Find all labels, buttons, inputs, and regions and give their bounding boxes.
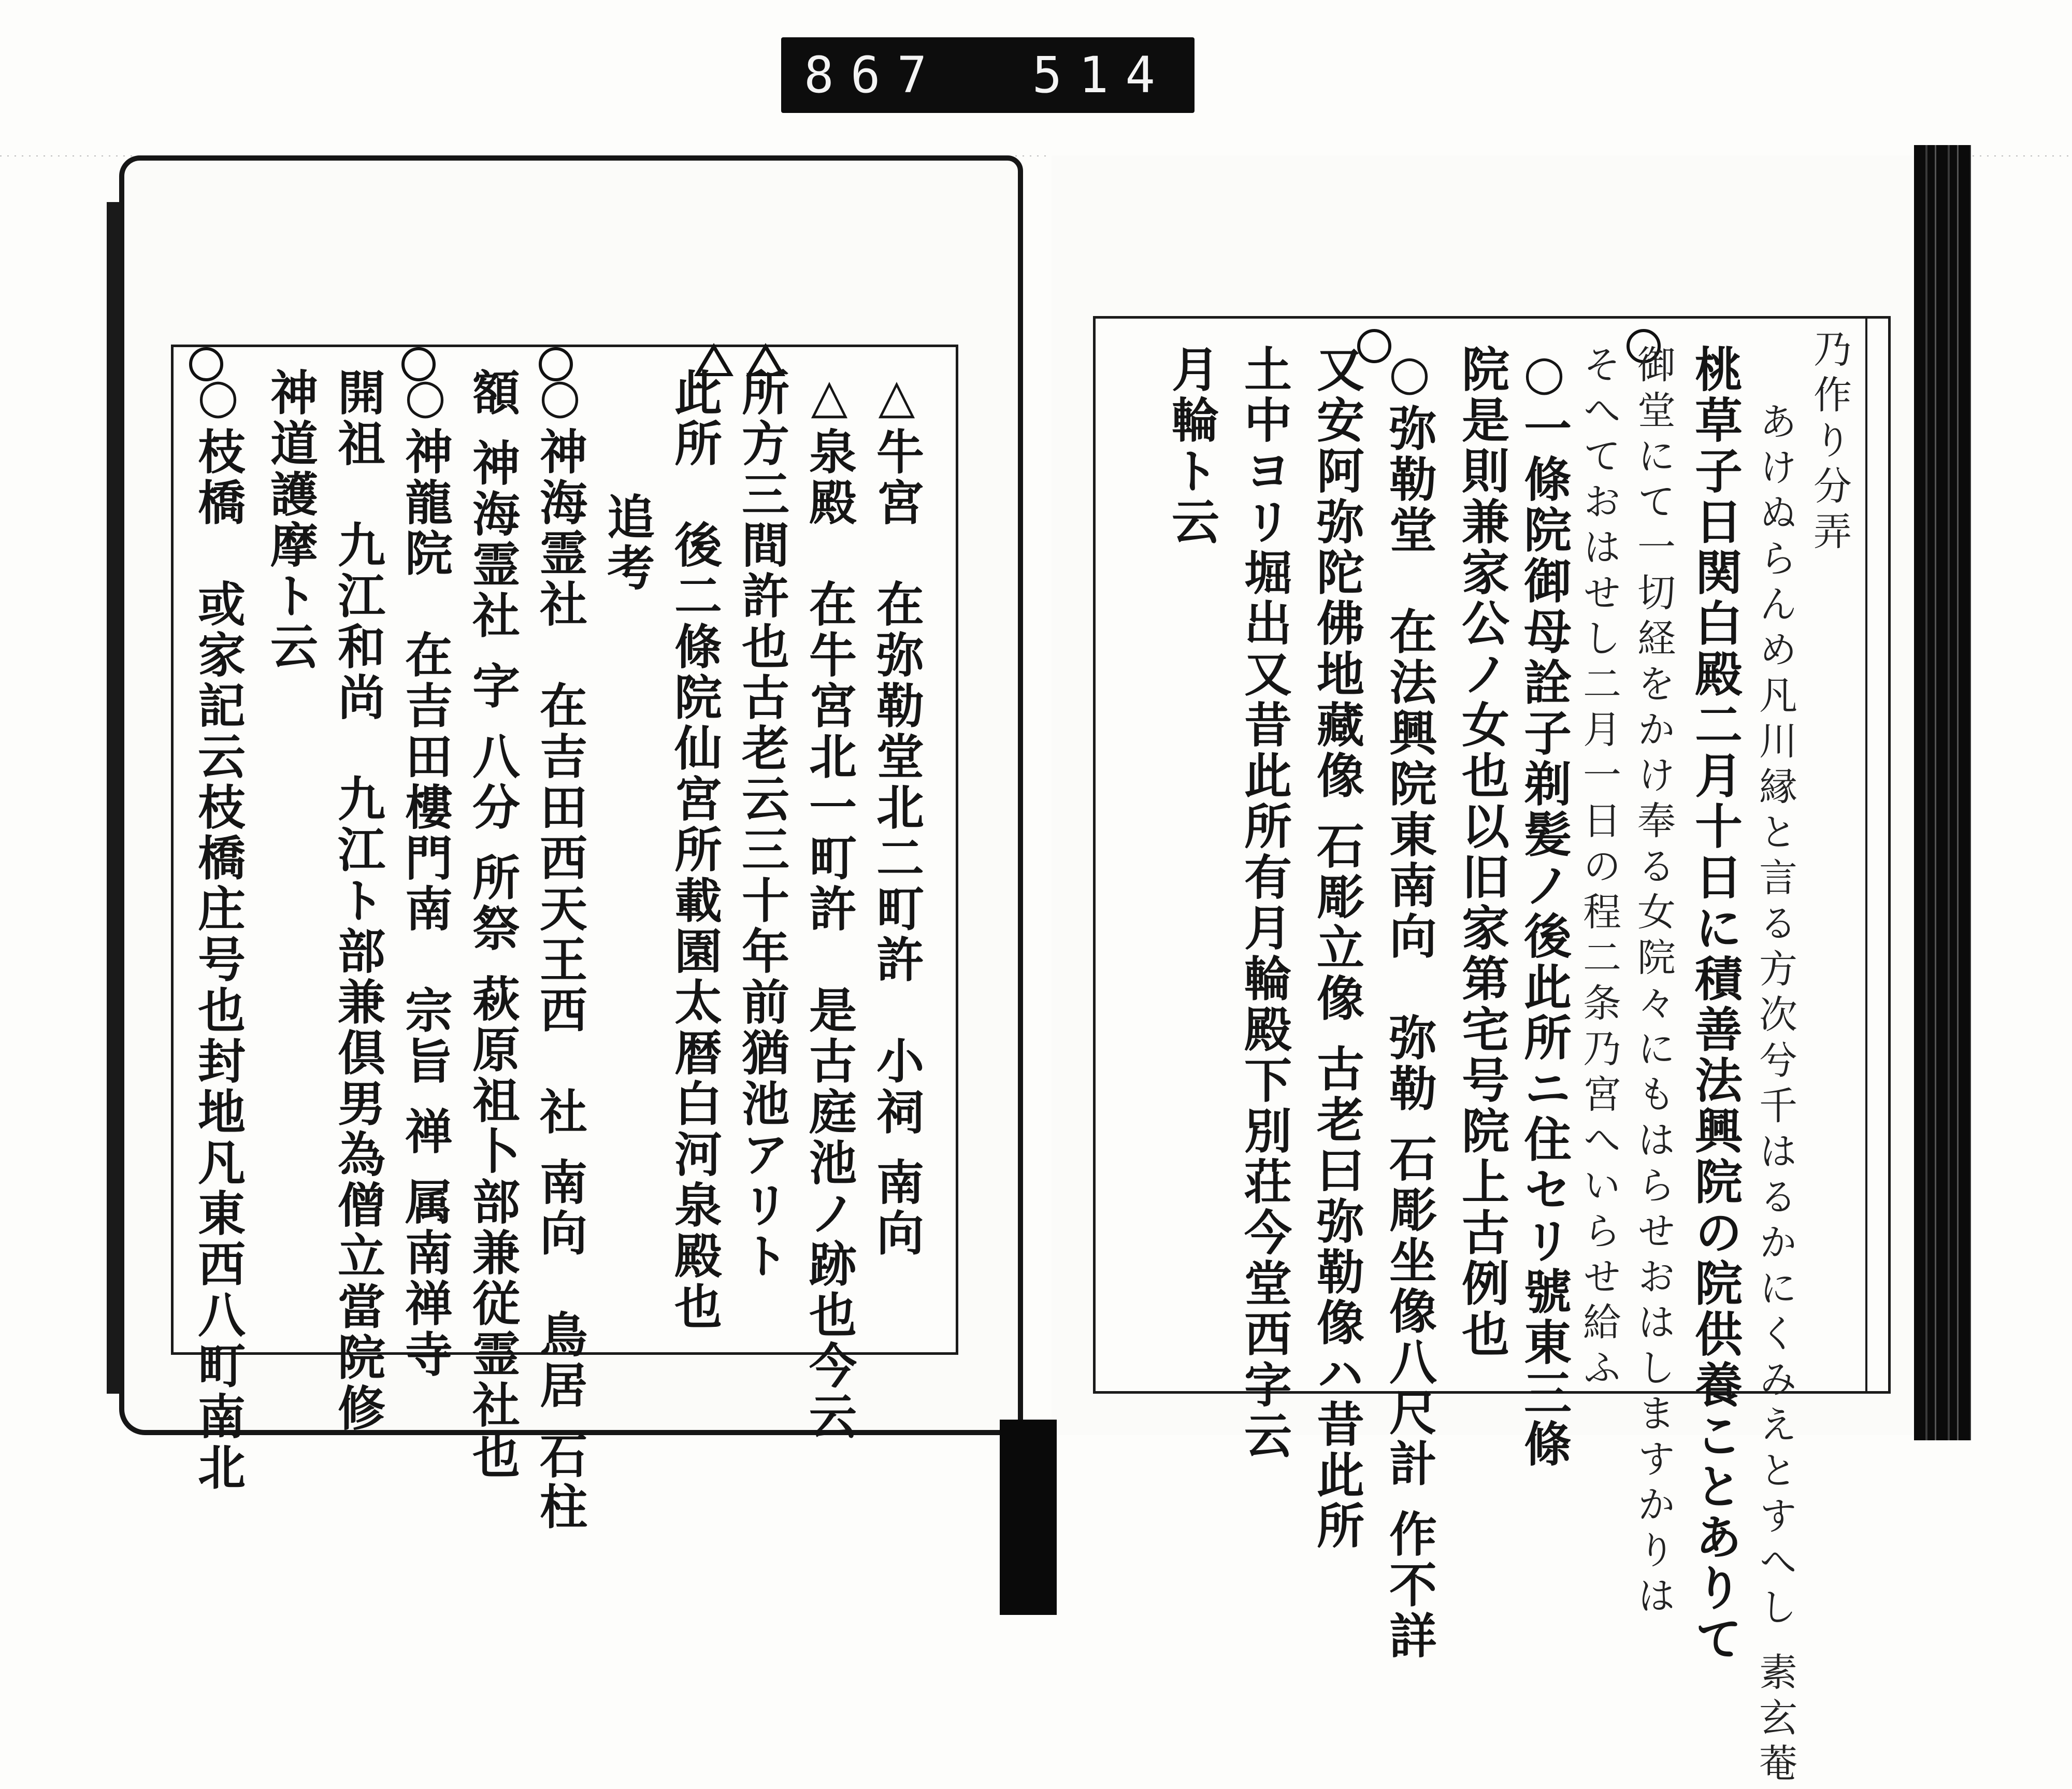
page-edges — [1914, 145, 1971, 1440]
right-page-text-frame — [1093, 316, 1891, 1789]
text-column: 此所 後二條院仙宮所載園太暦白河泉殿也 — [667, 368, 723, 1333]
text-column: 所方三間許也古老云三十年前猶池アリト — [734, 368, 790, 1282]
text-column: 桃草子日関白殿二月十日に積善法興院の院供養ことありて — [1687, 345, 1743, 1665]
text-column: △牛宮 在弥勒堂北二町許 小祠 南向 — [869, 368, 925, 1260]
archive-label-right-number: 514 — [1032, 46, 1172, 104]
text-column: ○枝橋 或家記云枝橋庄号也封地凡東西八町南北 — [190, 368, 246, 1493]
left-page — [119, 155, 1023, 1533]
text-column: ○神龍院 在吉田樓門南 宗旨 禅 属南禅寺 — [397, 368, 453, 1381]
text-column: あけぬらんめ凡川縁と言る方次兮千はるかにくみえとすへし 素玄菴 — [1753, 402, 1797, 1789]
text-column: ○神海霊社 在吉田西天王西 社 南向 鳥居 石柱 — [532, 368, 588, 1533]
text-column: 開祖 九江和尚 九江ト部兼倶男為僧立當院修 — [330, 368, 386, 1434]
text-column: 神道護摩ト云 — [263, 368, 319, 672]
binding-spine — [1000, 1420, 1057, 1615]
archive-label — [781, 37, 1195, 113]
right-page — [1052, 155, 1955, 1789]
text-column: 乃作り分弄 — [1807, 329, 1852, 557]
text-column: 又安阿弥陀佛地藏像 石彫立像 古老曰弥勒像ハ昔此所 — [1309, 345, 1365, 1552]
text-column: 院是則兼家公ノ女也以旧家第宅号院上古例也 — [1454, 345, 1510, 1360]
left-page-text-frame — [171, 345, 958, 1533]
text-column: △泉殿 在牛宮北一町許 是古庭池ノ跡也今云 — [801, 368, 857, 1442]
archive-label-left-number: 867 — [804, 46, 944, 104]
heading-tsuiko: 追考 — [599, 492, 655, 594]
text-column: 御堂にて一切経をかけ奉る女院々にもはらせおはしますかりは — [1631, 345, 1676, 1621]
text-column: 土中ヨリ堀出又昔此所有月輪殿下別荘今堂西字云 — [1236, 345, 1292, 1462]
text-column: ○一條院御母詮子剃髪ノ後此所ニ住セリ號東三條 — [1516, 345, 1572, 1470]
text-column: そへておはせし二月一日の程二条乃宮へいらせ給ふ — [1577, 345, 1621, 1393]
text-column: 月輪ト云 — [1164, 345, 1220, 548]
frame-inner-rule — [1865, 319, 1867, 1391]
text-column: ○弥勒堂 在法興院東南向 弥勒 石彫坐像八尺計 作不詳 — [1382, 345, 1437, 1662]
text-column: 額 神海霊社 字 八分 所祭 萩原祖卜部兼従霊社也 — [465, 368, 521, 1482]
